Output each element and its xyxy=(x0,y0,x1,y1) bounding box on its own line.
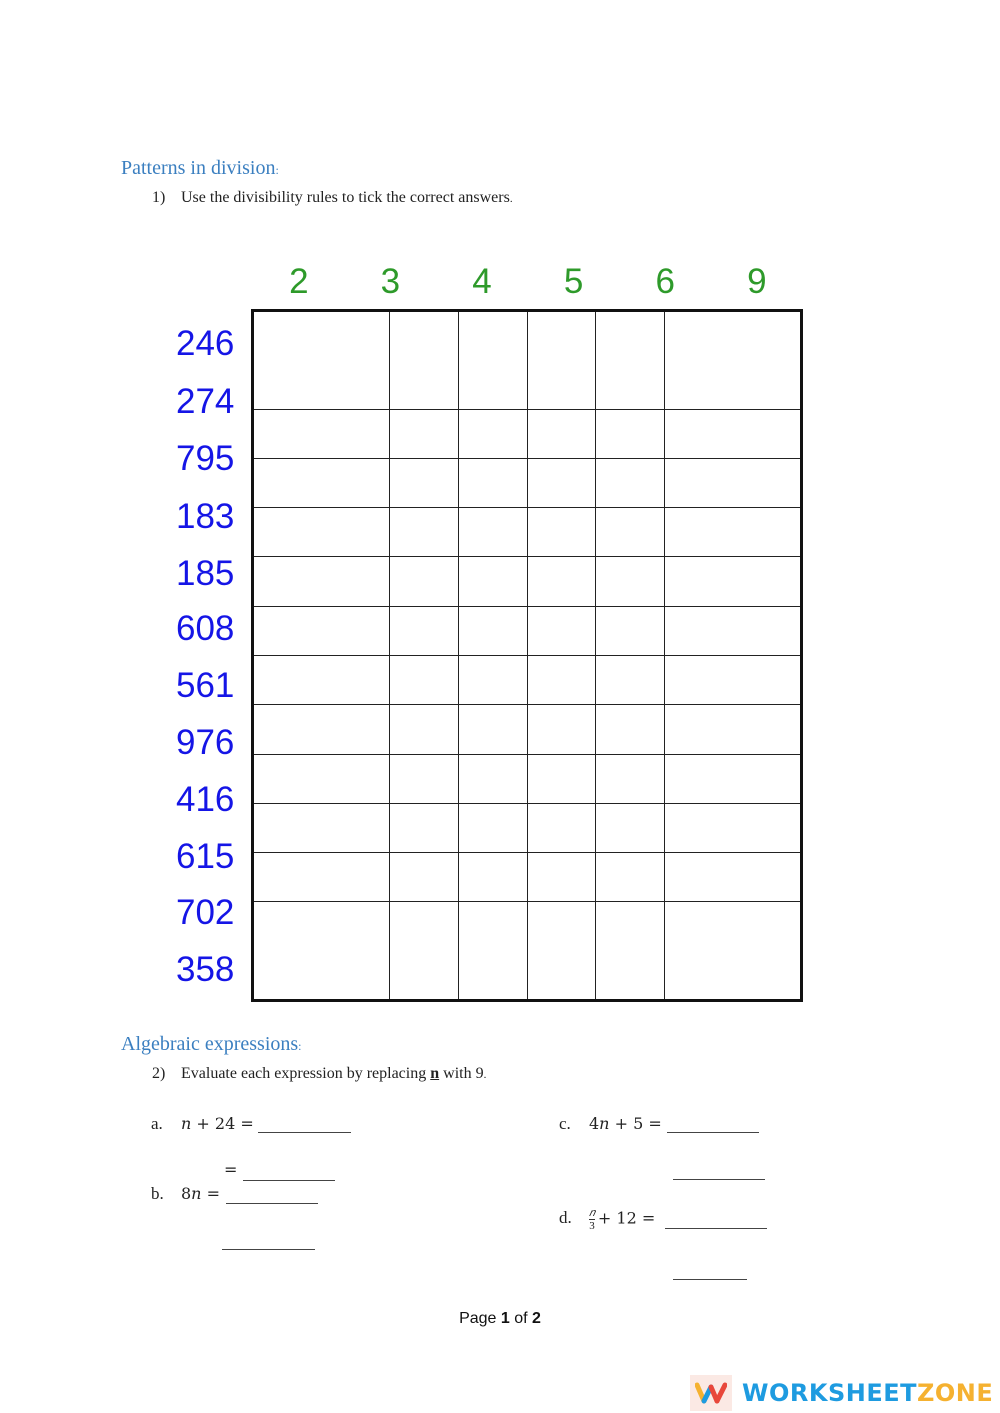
heading-colon: : xyxy=(298,1039,302,1053)
tick-cell[interactable] xyxy=(527,754,596,803)
tick-cell[interactable] xyxy=(527,803,596,852)
table-row xyxy=(253,754,802,803)
tick-cell[interactable] xyxy=(596,705,665,754)
tick-cell[interactable] xyxy=(596,754,665,803)
tick-cell[interactable] xyxy=(253,754,390,803)
tick-cell[interactable] xyxy=(458,557,527,606)
row-label: 702 xyxy=(176,893,235,932)
tick-cell[interactable] xyxy=(596,853,665,902)
worksheetzone-logo[interactable] xyxy=(690,1375,993,1411)
tick-cell[interactable] xyxy=(253,409,390,458)
answer-blank-c2[interactable] xyxy=(673,1179,765,1180)
question-text-end: with 9 xyxy=(439,1065,484,1082)
tick-cell[interactable] xyxy=(253,655,390,704)
tick-cell[interactable] xyxy=(527,853,596,902)
brand-text-zone: ZONE xyxy=(916,1379,994,1407)
heading-text: Patterns in division xyxy=(121,157,276,179)
tick-cell[interactable] xyxy=(253,557,390,606)
section-heading-patterns xyxy=(121,157,279,180)
fraction-n-over-3 xyxy=(589,1207,595,1232)
item-label: c. xyxy=(559,1114,571,1133)
tick-cell[interactable] xyxy=(390,606,459,655)
fraction-denominator: 3 xyxy=(589,1220,595,1232)
column-header: 2 xyxy=(289,262,309,301)
answer-blank-c1[interactable] xyxy=(667,1132,759,1133)
tick-cell[interactable] xyxy=(458,409,527,458)
table-row xyxy=(253,853,802,902)
table-row xyxy=(253,508,802,557)
row-label: 608 xyxy=(176,609,235,648)
row-label: 183 xyxy=(176,496,235,536)
question-end: . xyxy=(483,1069,487,1081)
tick-cell[interactable] xyxy=(527,508,596,557)
page-total: 2 xyxy=(532,1310,541,1327)
row-label: 185 xyxy=(176,554,235,594)
tick-cell[interactable] xyxy=(390,803,459,852)
tick-cell[interactable] xyxy=(458,458,527,507)
tick-cell[interactable] xyxy=(458,606,527,655)
tick-cell[interactable] xyxy=(664,508,801,557)
tick-cell[interactable] xyxy=(527,557,596,606)
tick-cell[interactable] xyxy=(390,458,459,507)
question-number: 1) xyxy=(152,189,166,206)
tick-cell[interactable] xyxy=(253,311,390,410)
table-row xyxy=(253,606,802,655)
page-current: 1 xyxy=(500,1310,510,1327)
brand-text-worksheet: WORKSHEET xyxy=(742,1379,917,1407)
tick-cell[interactable] xyxy=(253,458,390,507)
section-heading-algebra xyxy=(121,1033,302,1056)
row-label: 795 xyxy=(176,439,235,479)
tick-cell[interactable] xyxy=(664,409,801,458)
tick-cell[interactable] xyxy=(596,606,665,655)
expression-d xyxy=(559,1207,655,1232)
table-row xyxy=(253,902,802,1001)
divisibility-grid xyxy=(251,309,803,1002)
column-header: 5 xyxy=(563,262,584,301)
tick-cell[interactable] xyxy=(596,557,665,606)
expression-c xyxy=(559,1114,662,1134)
question-text: Use the divisibility rules to tick the correct answers xyxy=(181,189,510,206)
question-number: 2) xyxy=(152,1065,166,1082)
tick-cell[interactable] xyxy=(596,803,665,852)
tick-cell[interactable] xyxy=(596,311,665,410)
tick-cell[interactable] xyxy=(664,902,801,1001)
tick-cell[interactable] xyxy=(253,853,390,902)
heading-colon: : xyxy=(275,163,279,177)
tick-cell[interactable] xyxy=(527,705,596,754)
item-label: d. xyxy=(559,1208,572,1228)
item-label: b. xyxy=(151,1184,164,1203)
expression-text: 𝑛 + 24 = xyxy=(181,1114,254,1133)
tick-cell[interactable] xyxy=(390,754,459,803)
tick-cell[interactable] xyxy=(458,655,527,704)
row-label: 274 xyxy=(176,381,235,421)
tick-cell[interactable] xyxy=(390,853,459,902)
answer-blank-d2[interactable] xyxy=(673,1279,747,1280)
question-1 xyxy=(152,189,513,207)
expression-b xyxy=(151,1184,220,1204)
tick-cell[interactable] xyxy=(390,311,459,410)
row-label: 246 xyxy=(176,324,235,363)
tick-cell[interactable] xyxy=(253,705,390,754)
tick-cell[interactable] xyxy=(458,803,527,852)
tick-cell[interactable] xyxy=(458,508,527,557)
answer-blank-b2[interactable] xyxy=(222,1249,315,1250)
tick-cell[interactable] xyxy=(596,902,665,1001)
tick-cell[interactable] xyxy=(527,409,596,458)
w-logo-icon xyxy=(690,1375,732,1411)
answer-blank-b1[interactable] xyxy=(226,1203,318,1204)
tick-cell[interactable] xyxy=(664,853,801,902)
item-label: a. xyxy=(151,1114,163,1133)
expression-text: + 12 = xyxy=(597,1208,656,1228)
question-2 xyxy=(152,1065,486,1083)
row-label: 615 xyxy=(176,837,235,876)
tick-cell[interactable] xyxy=(596,409,665,458)
tick-cell[interactable] xyxy=(390,902,459,1001)
tick-cell[interactable] xyxy=(458,754,527,803)
tick-cell[interactable] xyxy=(458,705,527,754)
tick-cell[interactable] xyxy=(253,606,390,655)
expression-text: 8𝑛 = xyxy=(181,1184,220,1203)
tick-cell[interactable] xyxy=(458,853,527,902)
tick-cell[interactable] xyxy=(390,557,459,606)
tick-cell[interactable] xyxy=(664,606,801,655)
page-of: of xyxy=(509,1310,533,1327)
expression-text: 4𝑛 + 5 = xyxy=(589,1114,662,1133)
tick-cell[interactable] xyxy=(664,754,801,803)
expression-a xyxy=(151,1114,254,1134)
row-label: 561 xyxy=(176,666,235,705)
tick-cell[interactable] xyxy=(664,705,801,754)
expression-a-step xyxy=(224,1160,237,1180)
tick-cell[interactable] xyxy=(664,803,801,852)
table-row xyxy=(253,705,802,754)
column-header: 6 xyxy=(655,262,675,301)
row-label: 976 xyxy=(176,723,235,762)
column-header: 3 xyxy=(380,262,401,301)
table-row xyxy=(253,311,802,410)
tick-cell[interactable] xyxy=(596,458,665,507)
equals-sign: = xyxy=(224,1160,238,1179)
table-row xyxy=(253,557,802,606)
tick-cell[interactable] xyxy=(664,458,801,507)
tick-cell[interactable] xyxy=(458,902,527,1001)
tick-cell[interactable] xyxy=(458,311,527,410)
tick-cell[interactable] xyxy=(527,458,596,507)
tick-cell[interactable] xyxy=(390,409,459,458)
answer-blank-a1[interactable] xyxy=(258,1132,351,1133)
tick-cell[interactable] xyxy=(390,705,459,754)
question-text: Evaluate each expression by replacing xyxy=(181,1065,431,1082)
tick-cell[interactable] xyxy=(596,508,665,557)
tick-cell[interactable] xyxy=(664,557,801,606)
row-label: 358 xyxy=(176,950,235,989)
tick-cell[interactable] xyxy=(527,655,596,704)
variable-n: n xyxy=(430,1065,440,1082)
table-row xyxy=(253,409,802,458)
fraction-numerator: 𝑛 xyxy=(589,1207,595,1219)
tick-cell[interactable] xyxy=(253,508,390,557)
answer-blank-a2[interactable] xyxy=(243,1180,335,1181)
question-end: . xyxy=(509,193,513,205)
tick-cell[interactable] xyxy=(253,902,390,1001)
page-prefix: Page xyxy=(459,1310,501,1327)
tick-cell[interactable] xyxy=(527,902,596,1001)
tick-cell[interactable] xyxy=(596,655,665,704)
tick-cell[interactable] xyxy=(664,655,801,704)
table-row xyxy=(253,458,802,507)
table-row xyxy=(253,803,802,852)
tick-cell[interactable] xyxy=(253,803,390,852)
tick-cell[interactable] xyxy=(390,655,459,704)
row-label: 416 xyxy=(176,780,235,819)
column-header: 9 xyxy=(747,262,767,301)
table-row xyxy=(253,655,802,704)
answer-blank-d1[interactable] xyxy=(665,1228,767,1229)
tick-cell[interactable] xyxy=(390,508,459,557)
page-number xyxy=(0,1310,1000,1328)
tick-cell[interactable] xyxy=(527,606,596,655)
tick-cell[interactable] xyxy=(527,311,596,410)
heading-text: Algebraic expressions xyxy=(121,1033,299,1055)
column-header: 4 xyxy=(472,262,492,301)
tick-cell[interactable] xyxy=(664,311,801,410)
